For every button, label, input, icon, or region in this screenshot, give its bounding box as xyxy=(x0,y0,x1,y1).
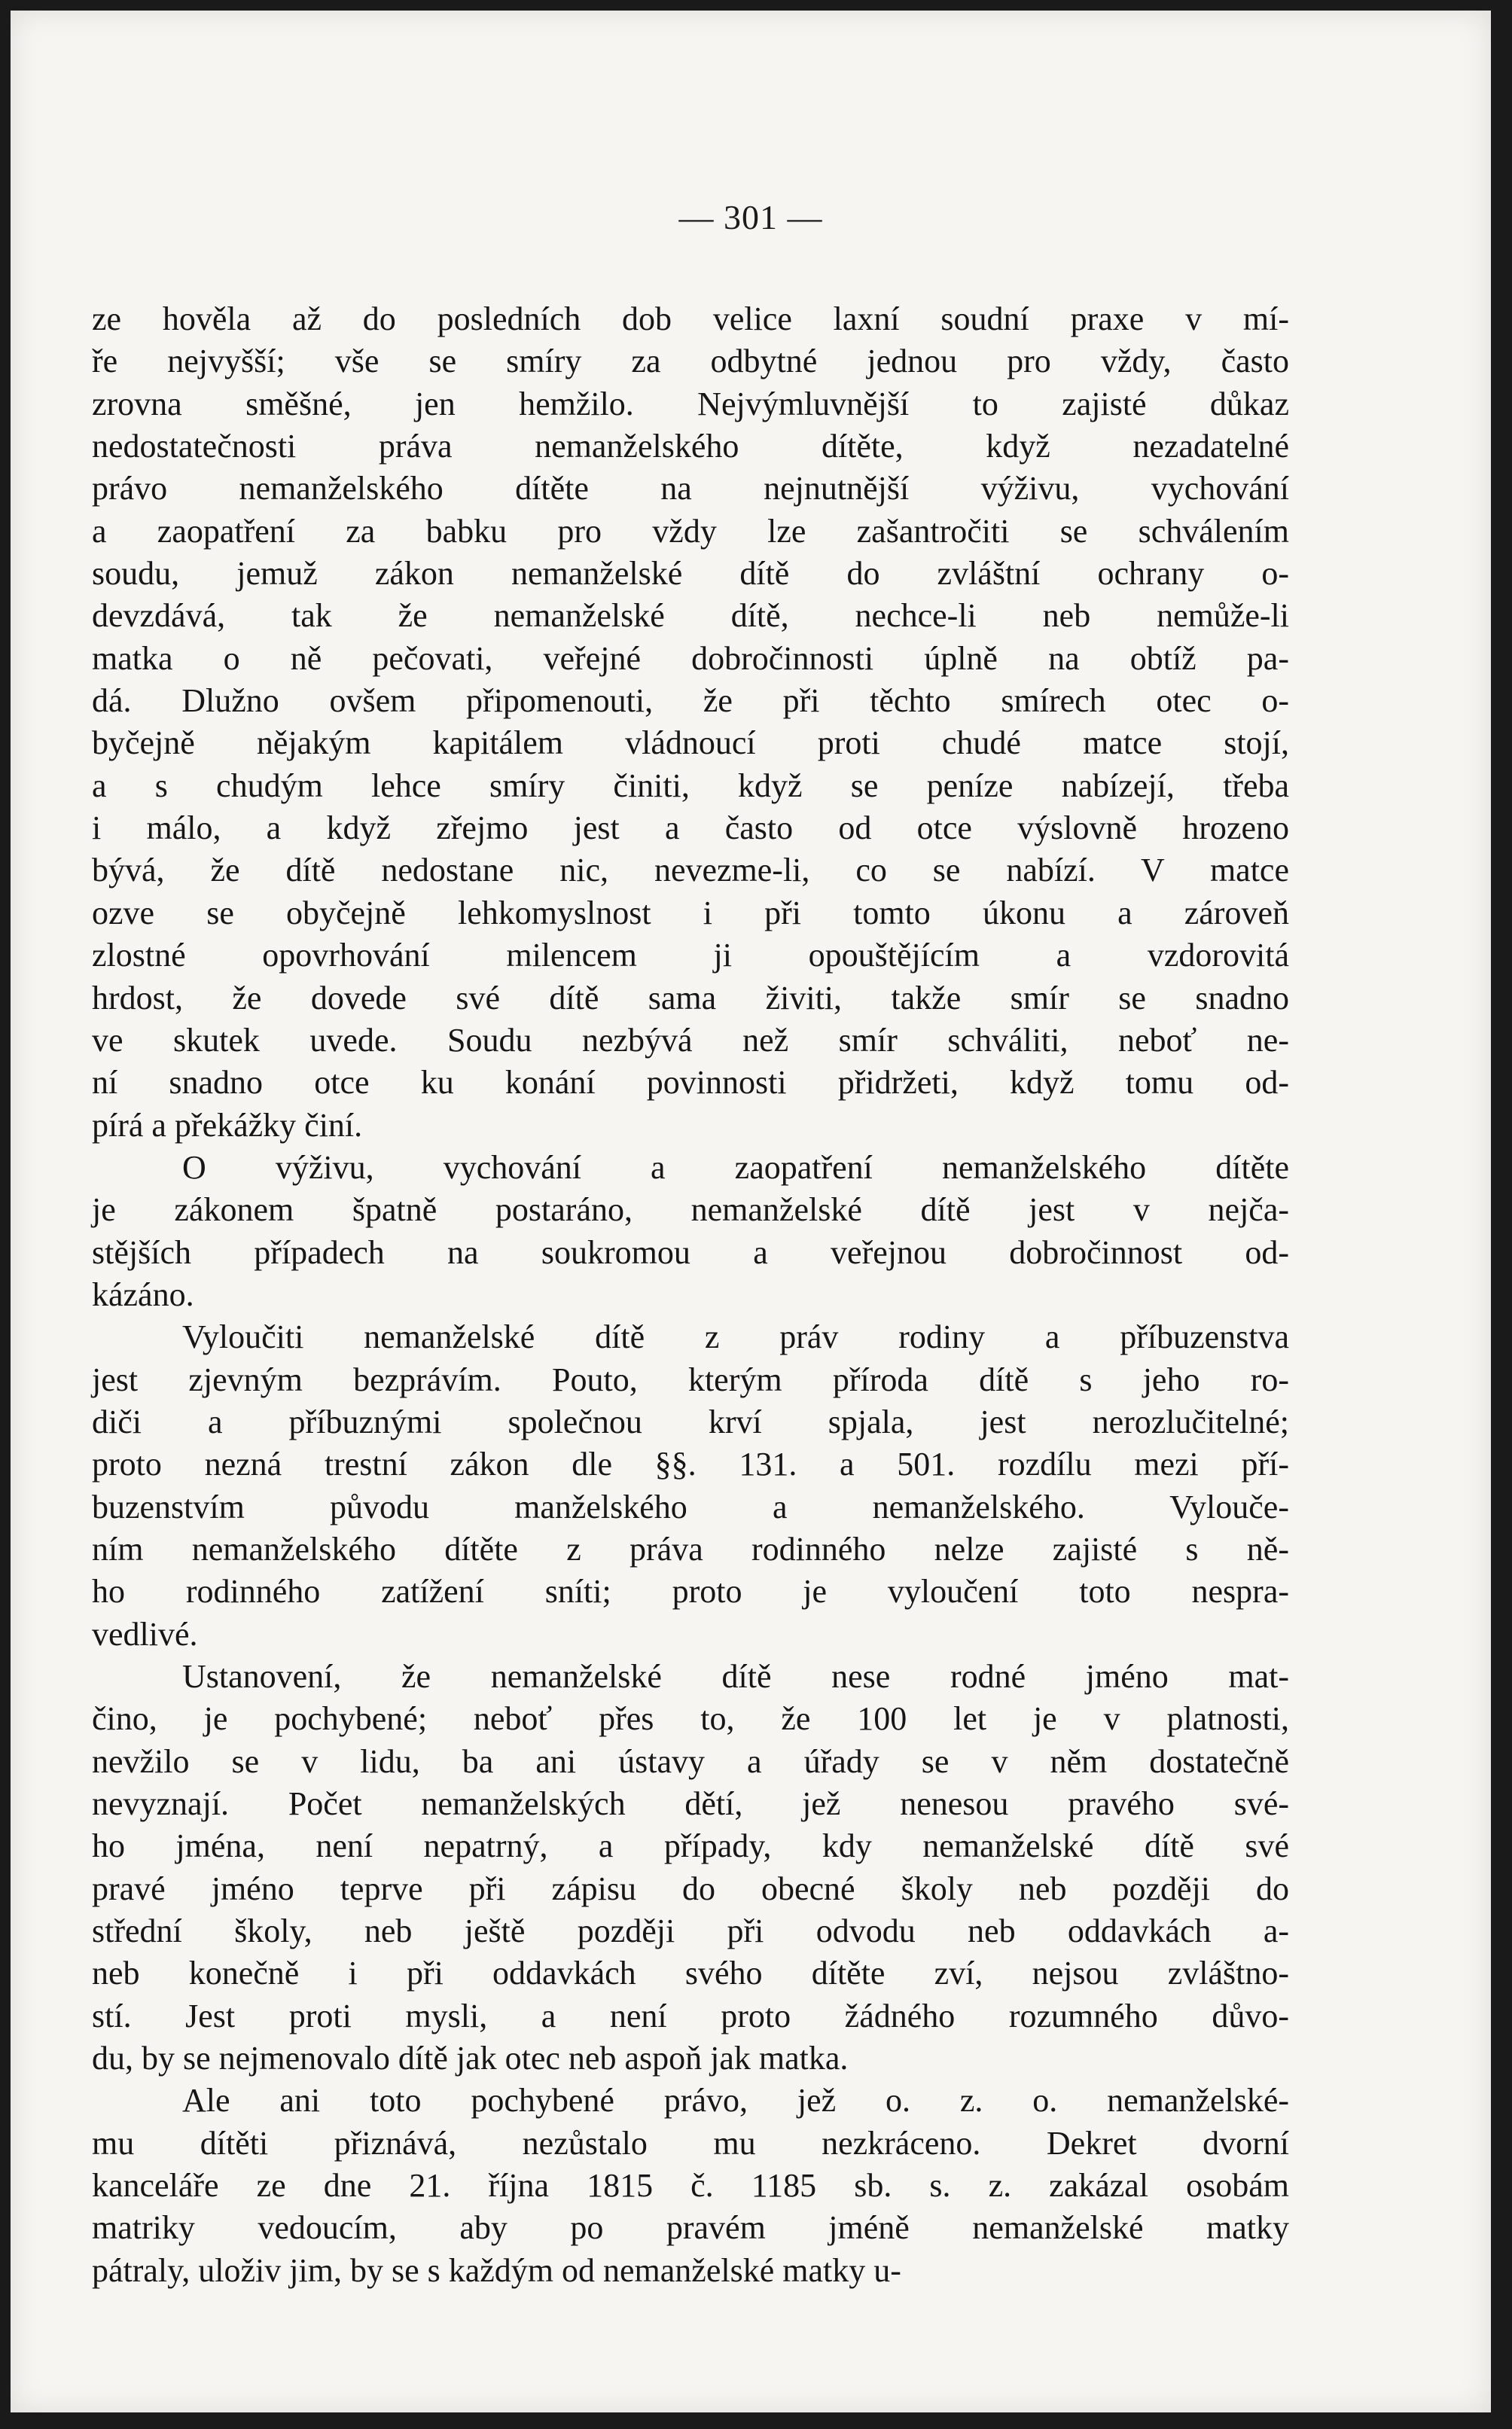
body-text xyxy=(92,298,1289,2292)
text-line: ho jména, není nepatrný, a případy, kdy nemanželské dítě své xyxy=(92,1827,1289,1865)
text-line: nedostatečnosti práva nemanželského dítěte, když nezadatelné xyxy=(92,428,1289,465)
text-line: pírá a překážky činí. xyxy=(92,1106,363,1144)
paragraph xyxy=(92,1316,1289,1656)
text-line: matriky vedoucím, aby po pravém jméně nemanželské matky xyxy=(92,2209,1289,2247)
text-line: vedlivé. xyxy=(92,1615,198,1653)
book-page xyxy=(11,11,1491,2412)
text-line: je zákonem špatně postaráno, nemanželské dítě jest v nejča- xyxy=(92,1191,1289,1229)
text-line: pátraly, uloživ jim, by se s každým od nemanželské matky u- xyxy=(92,2251,901,2289)
text-line: právo nemanželského dítěte na nejnutnější výživu, vychování xyxy=(92,470,1289,507)
text-line: nevžilo se v lidu, ba ani ústavy a úřady se v něm dostatečně xyxy=(92,1742,1289,1780)
text-line: byčejně nějakým kapitálem vládnoucí proti chudé matce stojí, xyxy=(92,724,1289,762)
text-line: mu dítěti přiznává, nezůstalo mu nezkráceno. Dekret dvorní xyxy=(92,2124,1289,2162)
text-line: proto nezná trestní zákon dle §§. 131. a 501. rozdílu mezi pří- xyxy=(92,1446,1289,1483)
text-line: bývá, že dítě nedostane nic, nevezme-li, co se nabízí. V matce xyxy=(92,852,1289,889)
text-line: a s chudým lehce smíry činiti, když se peníze nabízejí, třeba xyxy=(92,766,1289,804)
text-line: Ale ani toto pochybené právo, jež o. z. o. nemanželské- xyxy=(182,2082,1289,2120)
text-line: ve skutek uvede. Soudu nezbývá než smír schváliti, neboť ne- xyxy=(92,1021,1289,1059)
text-line: stějších případech na soukromou a veřejnou dobročinnost od- xyxy=(92,1233,1289,1271)
text-line: buzenstvím původu manželského a nemanželského. Vylouče- xyxy=(92,1488,1289,1525)
text-line: a zaopatření za babku pro vždy lze zašantročiti se schválením xyxy=(92,512,1289,550)
text-line: neb konečně i při oddavkách svého dítěte zví, nejsou zvláštno- xyxy=(92,1955,1289,1992)
paragraph xyxy=(92,2080,1289,2292)
text-line: O výživu, vychování a zaopatření nemanželského dítěte xyxy=(182,1148,1289,1186)
text-line: jest zjevným bezprávím. Pouto, kterým příroda dítě s jeho ro- xyxy=(92,1361,1289,1398)
text-line: kanceláře ze dne 21. října 1815 č. 1185 sb. s. z. zakázal osobám xyxy=(92,2167,1289,2205)
paragraph xyxy=(92,1147,1289,1316)
text-line: nevyznají. Počet nemanželských dětí, jež nenesou pravého své- xyxy=(92,1785,1289,1823)
text-line: čino, je pochybené; neboť přes to, že 100 let je v platnosti, xyxy=(92,1700,1289,1738)
text-line: ozve se obyčejně lehkomyslnost i při tomto úkonu a zároveň xyxy=(92,894,1289,931)
text-line: ní snadno otce ku konání povinnosti přidržeti, když tomu od- xyxy=(92,1064,1289,1102)
text-line: kázáno. xyxy=(92,1275,194,1313)
text-line: devzdává, tak že nemanželské dítě, nechce-li neb nemůže-li xyxy=(92,597,1289,635)
text-line: střední školy, neb ještě později při odvodu neb oddavkách a- xyxy=(92,1912,1289,1950)
text-line: ním nemanželského dítěte z práva rodinného nelze zajisté s ně- xyxy=(92,1530,1289,1568)
text-line: ře nejvyšší; vše se smíry za odbytné jednou pro vždy, často xyxy=(92,343,1289,380)
text-line: du, by se nejmenovalo dítě jak otec neb aspoň jak matka. xyxy=(92,2040,849,2077)
text-line: pravé jméno teprve při zápisu do obecné školy neb později do xyxy=(92,1870,1289,1907)
text-line: i málo, a když zřejmo jest a často od otce výslovně hrozeno xyxy=(92,809,1289,847)
text-line: matka o ně pečovati, veřejné dobročinnosti úplně na obtíž pa- xyxy=(92,639,1289,677)
paragraph xyxy=(92,298,1289,1147)
text-line: Ustanovení, že nemanželské dítě nese rodné jméno mat- xyxy=(182,1658,1289,1695)
paragraph xyxy=(92,1656,1289,2080)
text-line: Vyloučiti nemanželské dítě z práv rodiny a příbuzenstva xyxy=(182,1318,1289,1356)
page-number: — 301 — xyxy=(678,198,823,236)
text-line: diči a příbuznými společnou krví spjala, jest nerozlučitelné; xyxy=(92,1403,1289,1440)
text-line: stí. Jest proti mysli, a není proto žádného rozumného důvo- xyxy=(92,1997,1289,2034)
text-line: zlostné opovrhování milencem ji opouštějícím a vzdorovitá xyxy=(92,937,1289,974)
text-line: dá. Dlužno ovšem připomenouti, že při těchto smírech otec o- xyxy=(92,682,1289,720)
text-line: ho rodinného zatížení sníti; proto je vyloučení toto nespra- xyxy=(92,1573,1289,1611)
text-line: zrovna směšné, jen hemžilo. Nejvýmluvnější to zajisté důkaz xyxy=(92,385,1289,422)
text-line: hrdost, že dovede své dítě sama živiti, takže smír se snadno xyxy=(92,979,1289,1016)
text-line: ze hověla až do posledních dob velice laxní soudní praxe v mí- xyxy=(92,300,1289,337)
text-line: soudu, jemuž zákon nemanželské dítě do zvláštní ochrany o- xyxy=(92,555,1289,593)
